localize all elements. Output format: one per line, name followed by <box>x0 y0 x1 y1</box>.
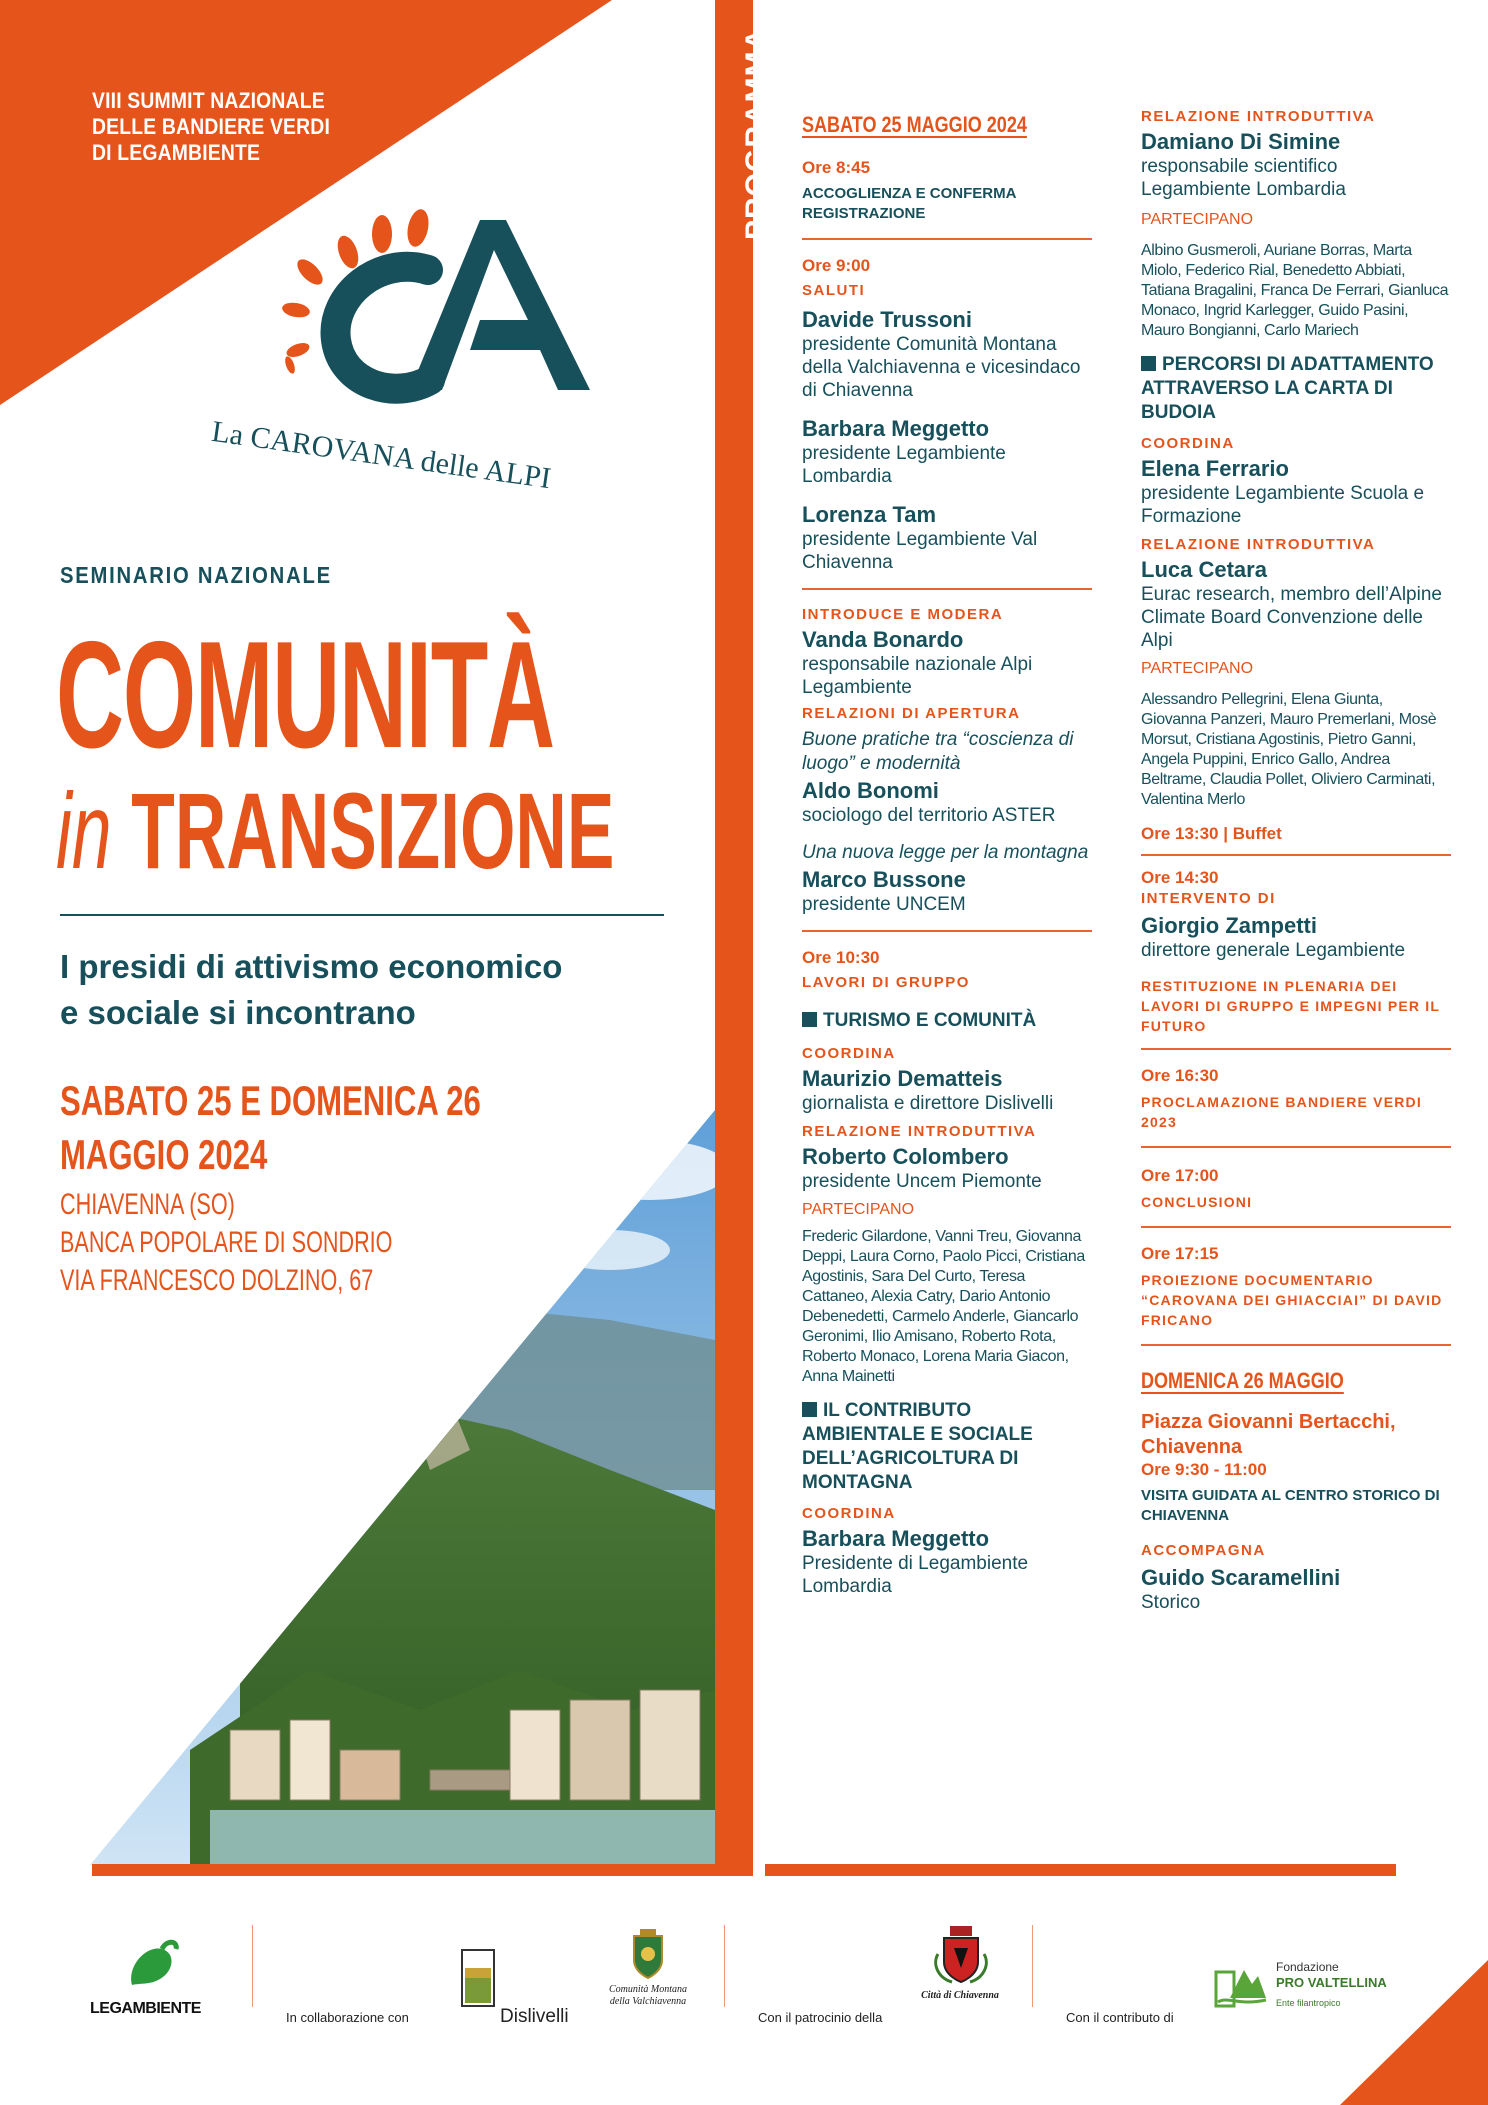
speaker-role: responsabile nazionale Alpi Legambiente <box>802 654 1033 698</box>
separator <box>1141 1146 1451 1148</box>
summit-line-3: DI LEGAMBIENTE <box>92 140 261 165</box>
speaker-role: sociologo del territorio ASTER <box>802 805 1056 826</box>
speaker-name: Damiano Di Simine <box>1141 129 1341 154</box>
carovana-delle-alpi-logo <box>209 200 650 510</box>
time-1030: Ore 10:30 <box>802 948 880 967</box>
summit-label <box>92 88 330 166</box>
fondazione-pro-valtellina-icon <box>1214 1958 1268 2008</box>
separator <box>1141 1226 1451 1228</box>
footer-separator <box>724 1925 725 2007</box>
time-sunday: Ore 9:30 - 11:00 <box>1141 1460 1267 1479</box>
sunday-place: Piazza Giovanni Bertacchi, Chiavenna <box>1141 1411 1396 1458</box>
logo-text: La CAROVANA delle ALPI <box>209 414 553 496</box>
vertical-white-stripe <box>753 0 765 1876</box>
separator <box>802 238 1092 240</box>
group-title-text: IL CONTRIBUTO AMBIENTALE E SOCIALE DELL’AGRICOLTURA DI MONTAGNA <box>802 1400 1033 1493</box>
speaker-role: presidente Legambiente Lombardia <box>802 443 1006 487</box>
main-title-line-2 <box>56 770 615 891</box>
legambiente-logo-text: LEGAMBIENTE <box>90 2000 201 2017</box>
fondazione-text <box>1276 1960 1387 2011</box>
caption-accompagna: ACCOMPAGNA <box>1141 1542 1266 1559</box>
comunita-montana-text <box>598 1984 698 2008</box>
day-heading-saturday: SABATO 25 MAGGIO 2024 <box>802 112 1027 137</box>
speaker-role: presidente Legambiente Val Chiavenna <box>802 529 1038 573</box>
speaker-name: Barbara Meggetto <box>802 1526 990 1551</box>
time-0845: Ore 8:45 <box>802 158 871 177</box>
speaker-name: Davide Trussoni <box>802 307 972 332</box>
talk-title: Buone pratiche tra “coscienza di luogo” e modernità <box>802 729 1074 774</box>
title-transizione: TRANSIZIONE <box>131 770 615 891</box>
title-divider <box>60 914 664 916</box>
time-1430: Ore 14:30 <box>1141 868 1219 887</box>
group-title-agricoltura <box>802 1399 1092 1495</box>
speaker-name: Luca Cetara <box>1141 557 1267 582</box>
participants-list: Albino Gusmeroli, Auriane Borras, Marta Miolo, Federico Rial, Benedetto Abbiati, Tatiana Bragalini, Franca De Ferrari, Gianluca Monaco, Ingrid Karlegger, Guido Pasini, Mauro Bongianni, Carlo Mariech <box>1141 242 1449 339</box>
caption-relazioni: RELAZIONI DI APERTURA <box>802 705 1021 722</box>
caption-saluti: SALUTI <box>802 282 866 299</box>
separator <box>1141 1344 1451 1346</box>
caption-restituzione: RESTITUZIONE IN PLENARIA DEI LAVORI DI GRUPPO E IMPEGNI PER IL FUTURO <box>1141 978 1440 1034</box>
subtitle <box>60 944 562 1036</box>
footer-separator <box>1032 1925 1033 2007</box>
fondazione-line-2: PRO VALTELLINA <box>1276 1975 1387 1990</box>
group-title-budoia <box>1141 353 1451 425</box>
caption-coordina: COORDINA <box>802 1045 896 1062</box>
speaker-role: Eurac research, membro dell’Alpine Climate Board Convenzione delle Alpi <box>1141 584 1442 651</box>
summit-line-1: VIII SUMMIT NAZIONALE <box>92 88 325 113</box>
group-title-text: TURISMO E COMUNITÀ <box>823 1010 1037 1031</box>
speaker-role: responsabile scientifico Legambiente Lombardia <box>1141 156 1346 200</box>
contributo-label: Con il contributo di <box>1066 2010 1174 2025</box>
caption-conclusioni: CONCLUSIONI <box>1141 1194 1253 1210</box>
square-bullet-icon <box>802 1012 817 1027</box>
separator <box>802 930 1092 932</box>
caption-coordina: COORDINA <box>1141 435 1235 452</box>
activity-visita: VISITA GUIDATA AL CENTRO STORICO DI CHIAVENNA <box>1141 1487 1440 1524</box>
group-title-turismo <box>802 1009 1092 1033</box>
title-in-word: in <box>56 770 112 891</box>
activity-accoglienza: ACCOGLIENZA E CONFERMA REGISTRAZIONE <box>802 185 1016 222</box>
speaker-role: presidente Comunità Montana della Valchiavenna e vicesindaco di Chiavenna <box>802 334 1081 401</box>
talk-title: Una nuova legge per la montagna <box>802 842 1089 863</box>
caption-lavori: LAVORI DI GRUPPO <box>802 974 970 991</box>
speaker-role: Storico <box>1141 1592 1201 1613</box>
speaker-name: Guido Scaramellini <box>1141 1565 1341 1590</box>
speaker-name: Giorgio Zampetti <box>1141 913 1317 938</box>
cm-line-1: Comunità Montana <box>608 1984 688 1995</box>
summit-line-2: DELLE BANDIERE VERDI <box>92 114 331 139</box>
speaker-role: giornalista e direttore Dislivelli <box>802 1093 1054 1114</box>
day-heading-sunday: DOMENICA 26 MAGGIO <box>1141 1368 1344 1393</box>
caption-relazione: RELAZIONE INTRODUTTIVA <box>1141 108 1376 125</box>
time-1715: Ore 17:15 <box>1141 1244 1219 1263</box>
program-column-2 <box>1141 108 1451 1614</box>
lunch-time: Ore 13:30 | Buffet <box>1141 824 1282 843</box>
caption-introduce: INTRODUCE E MODERA <box>802 606 1004 623</box>
programma-label: PROGRAMMA <box>740 27 773 240</box>
venue-line-1: CHIAVENNA (SO) <box>60 1188 235 1221</box>
caption-proclamazione: PROCLAMAZIONE BANDIERE VERDI 2023 <box>1141 1094 1422 1130</box>
dislivelli-logo-icon <box>462 1950 496 2006</box>
speaker-role: direttore generale Legambiente <box>1141 940 1406 961</box>
footer-separator <box>252 1925 253 2007</box>
seminar-label: SEMINARIO NAZIONALE <box>60 562 332 588</box>
comunita-montana-crest-icon <box>630 1928 666 1980</box>
fondazione-line-3: Ente filantropico <box>1276 1998 1341 2008</box>
speaker-name: Maurizio Dematteis <box>802 1066 1003 1091</box>
dates-line-2: MAGGIO 2024 <box>60 1131 268 1178</box>
group-title-text: PERCORSI DI ADATTAMENTO ATTRAVERSO LA CARTA DI BUDOIA <box>1141 354 1434 423</box>
time-1700: Ore 17:00 <box>1141 1166 1219 1185</box>
separator <box>802 588 1092 590</box>
caption-partecipano: PARTECIPANO <box>1141 211 1254 228</box>
separator <box>1141 1048 1451 1050</box>
main-title-line-1: COMUNITÀ <box>56 610 554 780</box>
citta-text: Città di Chiavenna <box>921 1990 999 2001</box>
speaker-name: Aldo Bonomi <box>802 778 939 803</box>
subtitle-line-2: e sociale si incontrano <box>60 994 416 1031</box>
speaker-role: Presidente di Legambiente Lombardia <box>802 1553 1029 1597</box>
square-bullet-icon <box>1141 356 1156 371</box>
time-1630: Ore 16:30 <box>1141 1066 1219 1085</box>
subtitle-line-1: I presidi di attivismo economico <box>60 948 563 985</box>
speaker-name: Lorenza Tam <box>802 502 937 527</box>
program-column-1 <box>802 112 1092 1598</box>
caption-partecipano: PARTECIPANO <box>802 1201 915 1218</box>
participants-list: Frederic Gilardone, Vanni Treu, Giovanna Deppi, Laura Corno, Paolo Picci, Cristiana Agostinis, Sara Del Curto, Teresa Cattaneo, Alexia Catry, Dario Antonio Debenedetti, Carmelo Anderle, Giancarlo Geronimi, Ilio Amisano, Roberto Rota, Roberto Monaco, Lorena Maria Giacon, Anna Mainetti <box>802 1228 1085 1385</box>
square-bullet-icon <box>802 1402 817 1417</box>
separator <box>1141 854 1451 856</box>
speaker-name: Vanda Bonardo <box>802 627 964 652</box>
chiavenna-landscape-photo <box>90 1110 715 1865</box>
caption-relazione: RELAZIONE INTRODUTTIVA <box>802 1123 1037 1140</box>
collab-label: In collaborazione con <box>286 2010 409 2025</box>
speaker-name: Elena Ferrario <box>1141 456 1289 481</box>
speaker-name: Marco Bussone <box>802 867 966 892</box>
dates-line-1: SABATO 25 E DOMENICA 26 <box>60 1077 481 1124</box>
cm-line-2: della Valchiavenna <box>609 1996 687 2007</box>
speaker-role: presidente Legambiente Scuola e Formazione <box>1141 483 1425 527</box>
speaker-name: Roberto Colombero <box>802 1144 1009 1169</box>
caption-coordina: COORDINA <box>802 1505 896 1522</box>
caption-intervento: INTERVENTO DI <box>1141 890 1276 907</box>
patrocinio-label: Con il patrocinio della <box>758 2010 883 2025</box>
citta-di-chiavenna-crest-icon <box>932 1924 990 1986</box>
speaker-role: presidente UNCEM <box>802 894 966 915</box>
speaker-role: presidente Uncem Piemonte <box>802 1171 1042 1192</box>
caption-partecipano: PARTECIPANO <box>1141 660 1254 677</box>
venue-line-3: VIA FRANCESCO DOLZINO, 67 <box>60 1264 374 1297</box>
caption-proiezione: PROIEZIONE DOCUMENTARIO “CAROVANA DEI GHIACCIAI” DI DAVID FRICANO <box>1141 1272 1443 1328</box>
speaker-name: Barbara Meggetto <box>802 416 990 441</box>
caption-relazione: RELAZIONE INTRODUTTIVA <box>1141 536 1376 553</box>
participants-list: Alessandro Pellegrini, Elena Giunta, Giovanna Panzeri, Mauro Premerlani, Mosè Morsut, Cristiana Agostinis, Pietro Ganni, Angela Puppini, Enrico Gallo, Andrea Beltrame, Claudia Pollet, Oliviero Carminati, Valentina Merlo <box>1141 691 1437 808</box>
dislivelli-logo-text: Dislivelli <box>500 2006 569 2027</box>
fondazione-line-1: Fondazione <box>1276 1960 1339 1974</box>
legambiente-swan-icon <box>122 1935 182 1997</box>
time-0900: Ore 9:00 <box>802 256 871 275</box>
venue-line-2: BANCA POPOLARE DI SONDRIO <box>60 1226 393 1259</box>
